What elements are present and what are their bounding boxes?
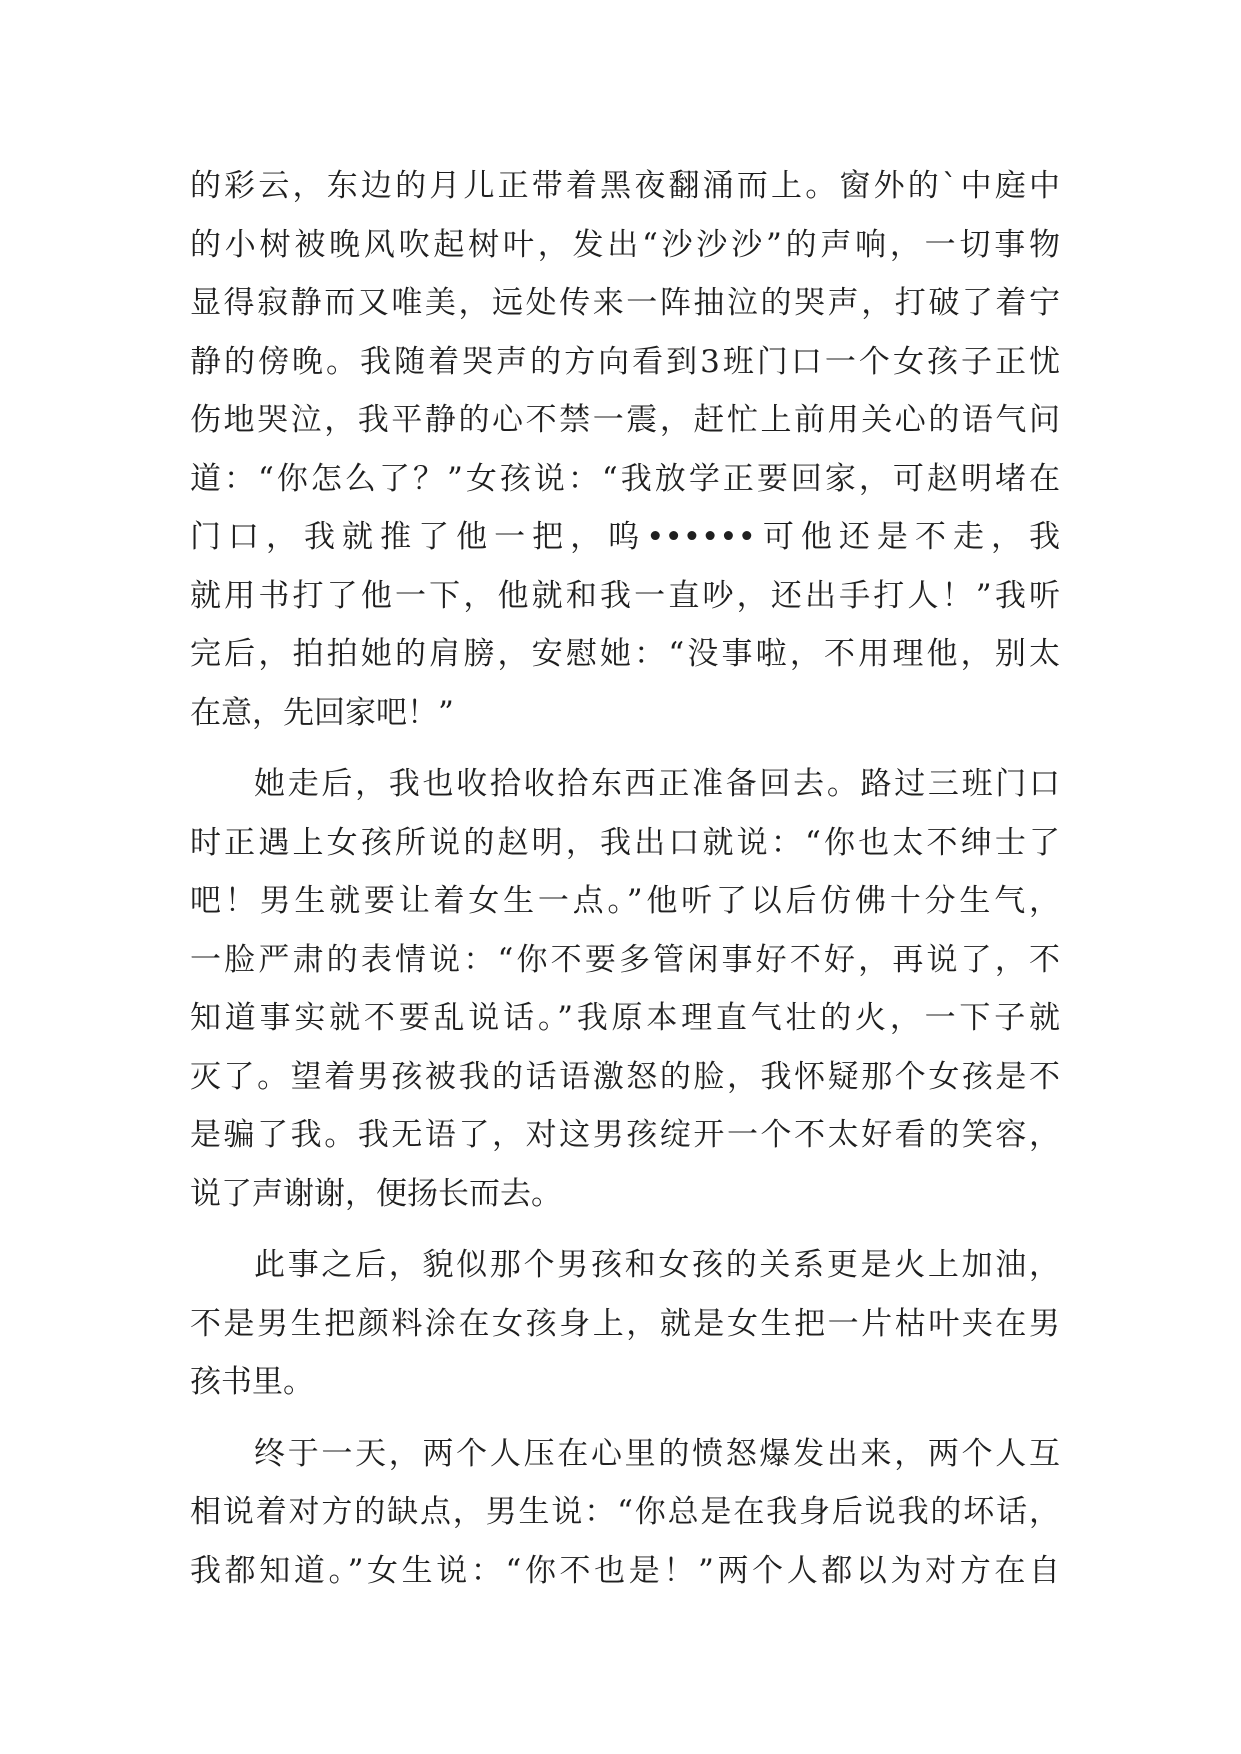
paragraph-gap bbox=[190, 1412, 1060, 1425]
text-line: 是骗了我。我无语了，对这男孩绽开一个不太好看的笑容， bbox=[190, 1117, 1060, 1153]
text-line: 一脸严肃的表情说：“你不要多管闲事好不好，再说了，不 bbox=[190, 941, 1060, 978]
text-line: 我都知道。”女生说：“你不也是！”两个人都以为对方在自 bbox=[190, 1552, 1060, 1589]
text-line: 完后，拍拍她的肩膀，安慰她：“没事啦，不用理他，别太 bbox=[190, 636, 1060, 672]
text-line: 不是男生把颜料涂在女孩身上，就是女生把一片枯叶夹在男 bbox=[190, 1305, 1060, 1342]
text-line: 伤地哭泣，我平静的心不禁一震，赶忙上前用关心的语气问 bbox=[190, 402, 1060, 438]
text-line: 的彩云，东边的月儿正带着黑夜翻涌而上。窗外的`中庭中 bbox=[190, 168, 1060, 204]
text-line: 灭了。望着男孩被我的话语激怒的脸，我怀疑那个女孩是不 bbox=[190, 1058, 1060, 1095]
paragraph-4 bbox=[190, 1425, 1060, 1601]
paragraph-2 bbox=[190, 755, 1060, 1223]
text-line: 她走后，我也收拾收拾东西正准备回去。路过三班门口 bbox=[254, 766, 1060, 802]
text-line: 道：“你怎么了？”女孩说：“我放学正要回家，可赵明堵在 bbox=[190, 460, 1060, 497]
text-line: 吧！男生就要让着女生一点。”他听了以后仿佛十分生气， bbox=[190, 883, 1060, 919]
text-line: 静的傍晚。我随着哭声的方向看到3班门口一个女孩子正忧 bbox=[190, 343, 1060, 380]
text-line: 时正遇上女孩所说的赵明，我出口就说：“你也太不绅士了 bbox=[190, 824, 1060, 861]
paragraph-gap bbox=[190, 1223, 1060, 1236]
text-line: 孩书里。 bbox=[190, 1364, 314, 1400]
paragraph-3 bbox=[190, 1236, 1060, 1412]
text-line: 就用书打了他一下，他就和我一直吵，还出手打人！”我听 bbox=[190, 577, 1060, 614]
text-line: 的小树被晚风吹起树叶，发出“沙沙沙”的声响，一切事物 bbox=[190, 226, 1060, 263]
body-text bbox=[190, 157, 1060, 1600]
text-line: 终于一天，两个人压在心里的愤怒爆发出来，两个人互 bbox=[254, 1435, 1060, 1472]
text-line: 此事之后，貌似那个男孩和女孩的关系更是火上加油， bbox=[254, 1247, 1060, 1283]
text-line: 显得寂静而又唯美，远处传来一阵抽泣的哭声，打破了着宁 bbox=[190, 285, 1060, 321]
paragraph-gap bbox=[190, 742, 1060, 755]
text-line: 在意，先回家吧！” bbox=[190, 694, 454, 731]
text-line: 说了声谢谢，便扬长而去。 bbox=[190, 1175, 562, 1212]
paragraph-1 bbox=[190, 157, 1060, 742]
text-line: 相说着对方的缺点，男生说：“你总是在我身后说我的坏话， bbox=[190, 1494, 1060, 1530]
text-line: 门口，我就推了他一把，呜••••••可他还是不走，我 bbox=[190, 519, 1060, 555]
text-line: 知道事实就不要乱说话。”我原本理直气壮的火，一下子就 bbox=[190, 1000, 1060, 1036]
